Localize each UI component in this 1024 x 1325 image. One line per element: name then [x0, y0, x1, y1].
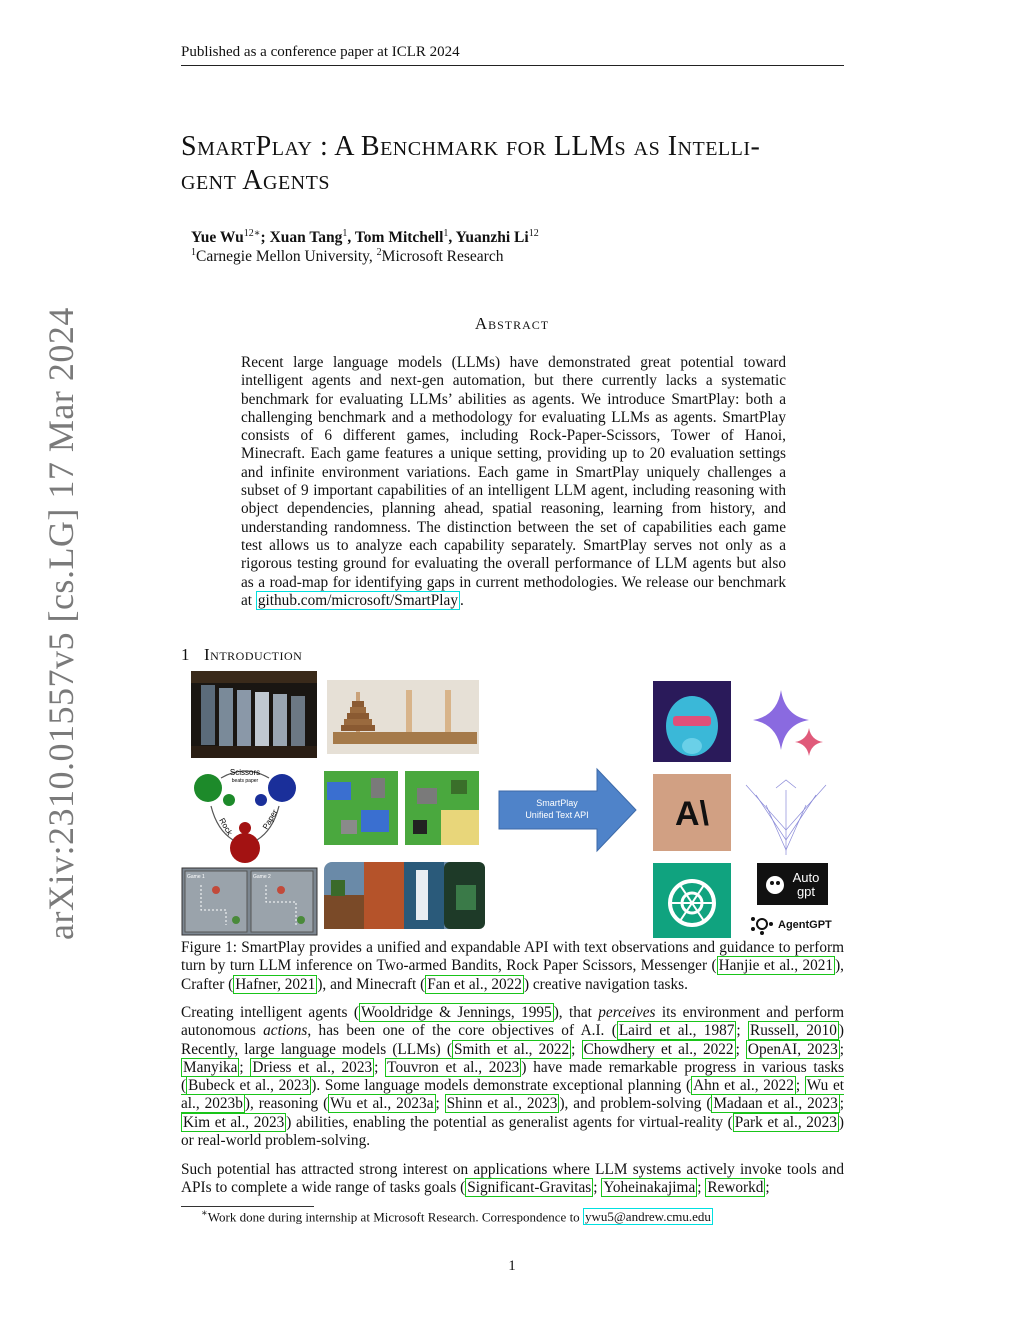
- citation-link[interactable]: Fan et al., 2022: [427, 975, 522, 993]
- abstract-heading: Abstract: [474, 314, 550, 333]
- citation-link[interactable]: Madaan et al., 2023: [713, 1095, 838, 1113]
- minecraft-images: [324, 862, 485, 929]
- arrow-label-2: Unified Text API: [525, 810, 589, 820]
- figure-caption: Figure 1: SmartPlay provides a unified and expandable API with text observations and guidance to perform turn by turn LLM inference on Two-armed Bandits, Rock Paper Scissors, Messenger ( Hanjie et al., 2021 ), Crafter ( Hafner, 2021 ), and Minecraft ( Fan et al., 2022 ) creative navigation tasks.: [181, 939, 844, 993]
- footnote-rule: [181, 1206, 314, 1207]
- header-rule: [181, 65, 844, 66]
- game-2-label: Game 2: [253, 874, 271, 880]
- arxiv-stamp: arXiv:2310.01557v5 [cs.LG] 17 Mar 2024: [41, 307, 81, 940]
- arrow-label-1: SmartPlay: [536, 798, 578, 808]
- author-name: Xuan Tang: [269, 229, 343, 247]
- author-list: Yue $Wu^{12∗}$; Xuan Tang$^1$, Tom Mitchell$^1$, Yuanzhi Li$^{12}$: [191, 228, 539, 247]
- paper-title: [181, 130, 861, 198]
- citation-link[interactable]: Hanjie et al., 2021: [718, 957, 834, 975]
- llama-logo-image: [653, 681, 731, 762]
- title-line-1: SmartPlay : A Benchmark for LLMs as Intelli-: [181, 131, 761, 162]
- autogpt-logo-icon: [757, 863, 828, 905]
- rps-scissors-label: Scissors: [229, 768, 261, 777]
- messenger-game-images: [182, 868, 317, 935]
- citation-link[interactable]: Chowdhery et al., 2022: [583, 1040, 734, 1058]
- citation-link[interactable]: Smith et al., 2022: [453, 1040, 570, 1058]
- citation-link[interactable]: Touvron et al., 2023: [387, 1058, 520, 1076]
- figure-1-graphic: [181, 670, 844, 938]
- citation-link[interactable]: Manyika: [183, 1058, 238, 1076]
- author-name: Tom Mitchell: [354, 229, 444, 247]
- smartplay-arrow: [499, 769, 636, 851]
- anthropic-mark: A\: [675, 795, 709, 833]
- citation-link[interactable]: Yoheinakajima: [603, 1179, 696, 1197]
- figure-1: [181, 670, 844, 938]
- citation-link[interactable]: Reworkd: [707, 1179, 764, 1197]
- citation-link[interactable]: Wooldridge & Jennings, 1995: [360, 1004, 552, 1021]
- agentgpt-logo-icon: [751, 917, 832, 935]
- tower-of-hanoi-image: [327, 680, 479, 754]
- slot-machines-image: [191, 671, 317, 758]
- citation-link[interactable]: Wu et al., 2023b: [181, 1077, 844, 1113]
- intro-paragraph-2: Such potential has attracted strong interest on applications where LLM systems actively invoke tools and APIs to complete a wide range of tasks goals ( Significant-Gravitas ; Yoheinakajima ; Reworkd ;: [181, 1161, 844, 1197]
- author-name: Yue Wu: [191, 229, 244, 247]
- citation-link[interactable]: Bubeck et al., 2023: [188, 1077, 310, 1095]
- citation-link[interactable]: Shinn et al., 2023: [446, 1095, 558, 1113]
- github-link[interactable]: github.com/microsoft/SmartPlay: [257, 591, 458, 609]
- openai-logo-icon: [653, 863, 731, 938]
- title-line-2: gent Agents: [181, 165, 330, 196]
- rock-paper-scissors-diagram: [194, 768, 296, 863]
- citation-link[interactable]: OpenAI, 2023: [747, 1040, 838, 1058]
- author-name: Yuanzhi Li: [455, 229, 529, 247]
- autogpt-text-2: gpt: [796, 884, 816, 899]
- agentgpt-text: AgentGPT: [778, 919, 832, 931]
- affiliations: $^1$Carnegie Mellon University, $^2$Microsoft Research: [191, 247, 504, 266]
- gemini-logo-icon: [753, 690, 823, 756]
- game-1-label: Game 1: [187, 874, 205, 880]
- citation-link[interactable]: Driess et al., 2023: [252, 1058, 373, 1076]
- rps-scissors-sub: beats paper: [231, 778, 259, 784]
- rps-paper-label: Paper: [260, 808, 280, 831]
- email-link[interactable]: ywu5@andrew.cmu.edu: [584, 1209, 711, 1225]
- rps-rock-label: Rock: [217, 816, 235, 837]
- citation-link[interactable]: Kim et al., 2023: [183, 1113, 285, 1131]
- citation-link[interactable]: Russell, 2010: [750, 1022, 837, 1040]
- citation-link[interactable]: Laird et al., 1987: [618, 1022, 735, 1040]
- citation-link[interactable]: Hafner, 2021: [235, 975, 316, 993]
- autogpt-text-1: Auto: [792, 870, 820, 885]
- crafter-map-images: [324, 771, 479, 845]
- wireframe-bird-image: [746, 780, 826, 855]
- footnote: ∗Work done during internship at Microsoft Research. Correspondence to ywu5@andrew.cmu.edu: [201, 1208, 711, 1225]
- running-header: Published as a conference paper at ICLR 2024: [181, 44, 460, 60]
- abstract-body: Recent large language models (LLMs) have demonstrated great potential toward intelligent agents and next-gen automation, but there currently lacks a systematic benchmark for evaluating LLMs’ abilities as agents. We introduce SmartPlay: both a challenging benchmark and a methodology for evaluating LLMs as agents. SmartPlay consists of 6 different games, including Rock-Paper-Scissors, Tower of Hanoi, Minecraft. Each game features a unique setting, providing up to 20 evaluation settings and infinite environment variations. Each game in SmartPlay uniquely challenges a subset of 9 important capabilities of an intelligent LLM agent, including reasoning with object dependencies, planning ahead, spatial reasoning, learning from history, and understanding randomness. The distinction between the set of capabilities each game test allows us to analyze each capability separately. SmartPlay serves not only as a rigorous testing ground for evaluating the overall performance of LLM agents but also as a road-map for identifying gaps in current methodologies. We release our benchmark at github.com/microsoft/SmartPlay .: [241, 354, 786, 609]
- intro-paragraph-1: Creating intelligent agents ( Wooldridge & Jennings, 1995 ), that perceives its environment and perform autonomous actions, has been one of the core objectives of A.I. ( Laird et al., 1987 ; Russell, 2010 ) Recently, large language models (LLMs) ( Smith et al., 2022 ; Chowdhery et al., 2022 ; OpenAI, 2023 ; Manyika ; Driess et al., 2023 ; Touvron et al., 2023 ) have made remarkable progress in various tasks ( Bubeck et al., 2023 ). Some language models demonstrate exceptional planning ( Ahn et al., 2022 ; Wu et al., 2023b ), reasoning ( Wu et al., 2023a ; Shinn et al., 2023 ), and problem-solving ( Madaan et al., 2023 ; Kim et al., 2023 ) abilities, enabling the potential as generalist agents for virtual-reality ( Park et al., 2023 ) or real-world problem-solving.: [181, 1004, 845, 1150]
- page-number: 1: [508, 1258, 516, 1274]
- citation-link[interactable]: Ahn et al., 2022: [693, 1077, 794, 1095]
- citation-link[interactable]: Park et al., 2023: [734, 1113, 837, 1131]
- citation-link[interactable]: Wu et al., 2023a: [330, 1095, 434, 1113]
- section-heading: 1 Introduction: [181, 645, 303, 664]
- citation-link[interactable]: Significant-Gravitas: [467, 1179, 592, 1197]
- anthropic-logo-icon: [653, 774, 731, 851]
